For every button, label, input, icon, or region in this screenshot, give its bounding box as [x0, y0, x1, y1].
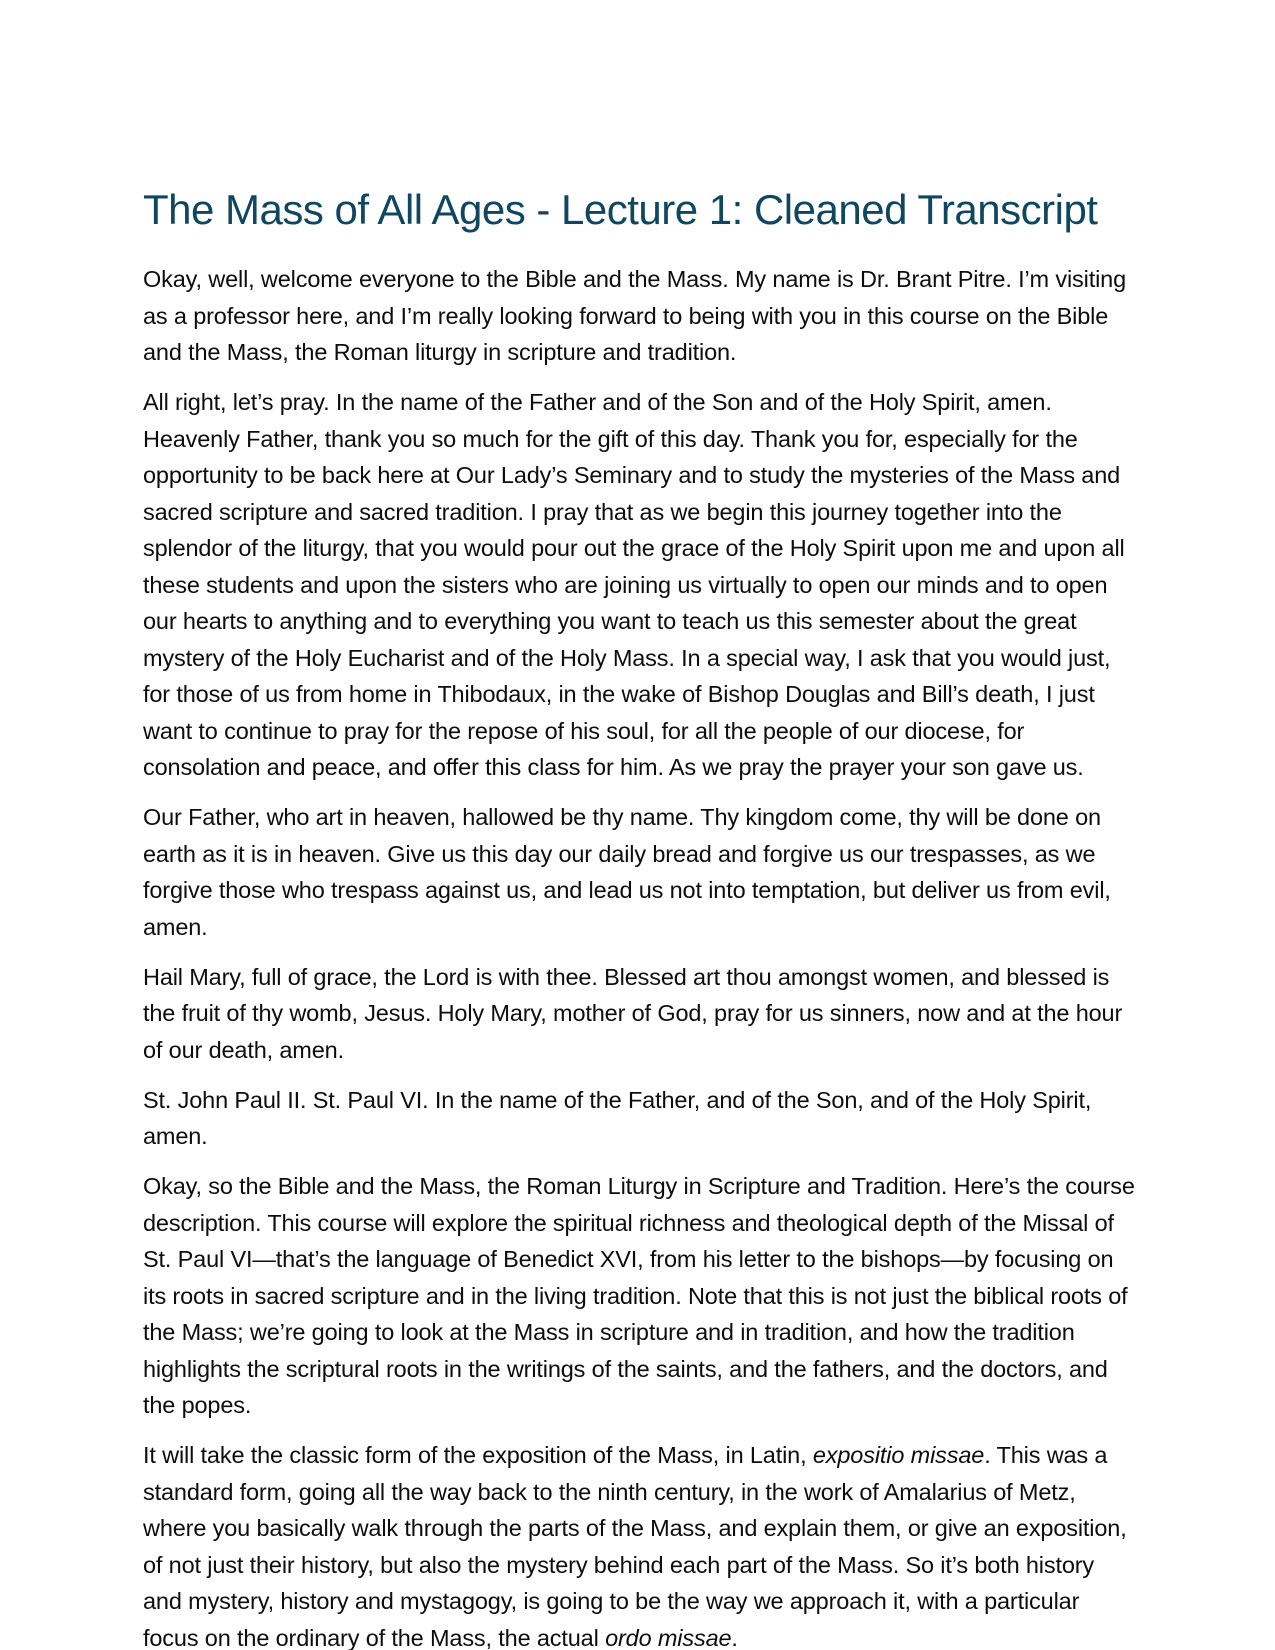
text-run: St. John Paul II. St. Paul VI. In the name of the Father, and of the Son, and of the Holy Spirit, amen. — [143, 1086, 1092, 1150]
paragraph — [143, 261, 1135, 371]
document-body — [143, 261, 1135, 1650]
text-run: . — [731, 1624, 738, 1650]
text-run: All right, let’s pray. In the name of the Father and of the Son and of the Holy Spirit, amen. Heavenly Father, thank you so much for the gift of this day. Thank you for, especially for the opportunity to be back here at Our Lady’s Seminary and to study the mysteries of the Mass and sacred scripture and sacred tradition. I pray that as we begin this journey together into the splendor of the liturgy, that you would pour out the grace of the Holy Spirit upon me and upon all these students and upon the sisters who are joining us virtually to open our minds and to open our hearts to anything and to everything you want to teach us this semester about the great mystery of the Holy Eucharist and of the Holy Mass. In a special way, I ask that you would just, for those of us from home in Thibodaux, in the wake of Bishop Douglas and Bill’s death, I just want to continue to pray for the repose of his soul, for all the people of our diocese, for consolation and peace, and offer this class for him. As we pray the prayer your son gave us. — [143, 389, 1125, 781]
italic-text-run: ordo missae — [605, 1624, 732, 1650]
paragraph — [143, 1437, 1135, 1650]
paragraph — [143, 1082, 1135, 1155]
text-run: . This was a standard form, going all the way back to the ninth century, in the work of Amalarius of Metz, where you basically walk through the parts of the Mass, and explain them, or give an exposition, of not just their history, but also the mystery behind each part of the Mass. So it’s both history and mystery, history and mystagogy, is going to be the way we approach it, with a particular focus on the ordinary of the Mass, the actual — [143, 1442, 1127, 1650]
text-run: Hail Mary, full of grace, the Lord is with thee. Blessed art thou amongst women, and blessed is the fruit of thy womb, Jesus. Holy Mary, mother of God, pray for us sinners, now and at the hour of our death, amen. — [143, 963, 1123, 1063]
text-run: Our Father, who art in heaven, hallowed be thy name. Thy kingdom come, thy will be done on earth as it is in heaven. Give us this day our daily bread and forgive us our trespasses, as we forgive those who trespass against us, and lead us not into temptation, but deliver us from evil, amen. — [143, 804, 1111, 940]
document-title: The Mass of All Ages - Lecture 1: Cleaned Transcript — [143, 186, 1098, 233]
text-run: It will take the classic form of the exposition of the Mass, in Latin, — [143, 1442, 813, 1469]
paragraph — [143, 799, 1135, 945]
text-run: Okay, so the Bible and the Mass, the Roman Liturgy in Scripture and Tradition. Here’s the course description. This course will explore the spiritual richness and theological depth of the Missal of St. Paul VI—that’s the language of Benedict XVI, from his letter to the bishops—by focusing on its roots in sacred scripture and in the living tradition. Note that this is not just the biblical roots of the Mass; we’re going to look at the Mass in scripture and in tradition, and how the tradition highlights the scriptural roots in the writings of the saints, and the fathers, and the doctors, and the popes. — [143, 1173, 1135, 1419]
paragraph — [143, 959, 1135, 1069]
paragraph — [143, 1168, 1135, 1424]
paragraph — [143, 384, 1135, 786]
text-run: Okay, well, welcome everyone to the Bible and the Mass. My name is Dr. Brant Pitre. I’m visiting as a professor here, and I’m really looking forward to being with you in this course on the Bible and the Mass, the Roman liturgy in scripture and tradition. — [143, 266, 1126, 366]
italic-text-run: expositio missae — [812, 1442, 985, 1469]
